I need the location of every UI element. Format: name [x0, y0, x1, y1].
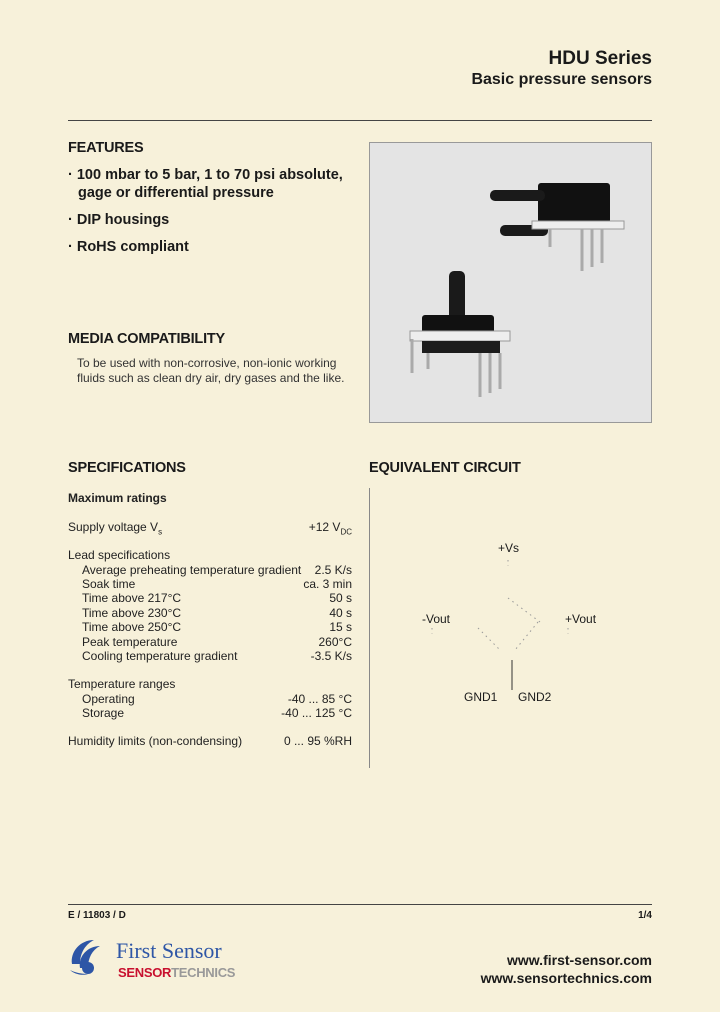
max-ratings-label: Maximum ratings	[68, 491, 167, 505]
bridge-circuit-diagram	[400, 550, 620, 700]
sensor-illustration	[370, 143, 651, 422]
gnd2-label: GND2	[518, 690, 552, 704]
media-title: MEDIA COMPATIBILITY	[68, 331, 226, 347]
logo-subbrand	[118, 965, 235, 980]
spec-value: 2.5 K/s	[314, 563, 352, 577]
features-list	[68, 166, 368, 265]
sensor-2-image	[410, 271, 510, 397]
spec-label: Peak temperature	[82, 635, 178, 649]
specifications-title: SPECIFICATIONS	[68, 460, 186, 476]
spec-value: ca. 3 min	[303, 577, 352, 591]
logo-wordmark: First Sensor	[116, 938, 222, 963]
lead-spec-label: Lead specifications	[68, 548, 171, 562]
website-link-sensortechnics[interactable]: www.sensortechnics.com	[480, 970, 652, 986]
spec-label: Time above 217°C	[82, 591, 182, 605]
spec-value: -40 ... 85 °C	[287, 692, 352, 706]
spec-label: Soak time	[82, 577, 136, 591]
supply-voltage-value: +12 $V_{DC}$	[308, 520, 352, 537]
vout-pos-label: +Vout	[565, 612, 597, 626]
vs-label: +Vs	[498, 541, 520, 555]
vout-neg-label: -Vout	[422, 612, 451, 626]
spec-label: Time above 230°C	[82, 606, 182, 620]
header-divider	[68, 120, 652, 121]
spec-value: -3.5 K/s	[310, 649, 352, 663]
temp-ranges-label: Temperature ranges	[68, 677, 176, 691]
features-title: FEATURES	[68, 140, 144, 156]
spec-value: 15 s	[329, 620, 352, 634]
logo-subbrand-part-b: TECHNICS	[171, 965, 236, 980]
spec-label: Time above 250°C	[82, 620, 182, 634]
website-link-first-sensor[interactable]: www.first-sensor.com	[507, 952, 652, 968]
spec-value: -40 ... 125 °C	[281, 706, 352, 720]
media-text: To be used with non-corrosive, non-ionic working fluids such as clean dry air, dry gases and the like.	[77, 356, 345, 385]
spec-label: Cooling temperature gradient	[82, 649, 238, 663]
humidity-label: Humidity limits (non-condensing)	[68, 734, 243, 748]
logo-subbrand-part-a: SENSOR	[118, 965, 172, 980]
spec-value: 260°C	[318, 635, 352, 649]
supply-voltage-label: Supply voltage $V_s$	[68, 520, 163, 537]
product-photo	[369, 142, 652, 423]
spec-label: Storage	[82, 706, 125, 720]
feature-item: · DIP housings	[68, 212, 170, 228]
page-subtitle: Basic pressure sensors	[471, 71, 652, 88]
document-code: E / 11803 / D	[68, 910, 126, 921]
gnd1-label: GND1	[464, 690, 498, 704]
spec-label: Average preheating temperature gradient	[82, 563, 302, 577]
humidity-value: 0 ... 95 %RH	[283, 734, 352, 748]
feature-item: · RoHS compliant	[68, 239, 189, 255]
footer-divider	[68, 904, 652, 905]
spec-value: 40 s	[329, 606, 352, 620]
sensor-1-image	[490, 183, 624, 271]
circuit-title: EQUIVALENT CIRCUIT	[369, 460, 521, 476]
column-divider	[369, 488, 370, 768]
spec-value: 50 s	[329, 591, 352, 605]
first-sensor-logo-icon	[66, 934, 110, 978]
page-number: 1/4	[638, 910, 652, 921]
spec-label: Operating	[82, 692, 135, 706]
page-title: HDU Series	[548, 48, 652, 69]
feature-item: · 100 mbar to 5 bar, 1 to 70 psi absolute, gage or differential pressure	[68, 167, 343, 201]
